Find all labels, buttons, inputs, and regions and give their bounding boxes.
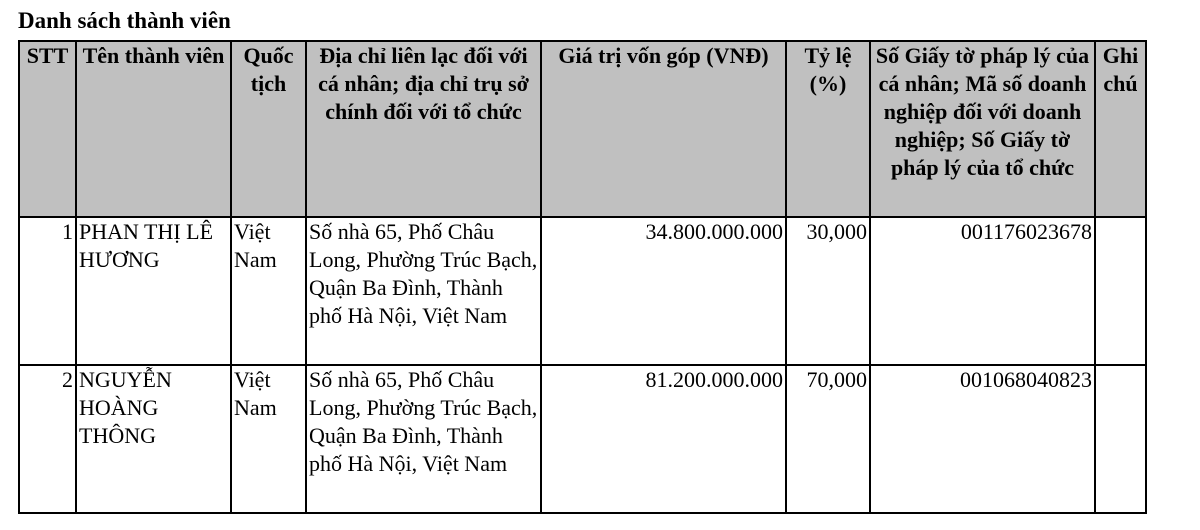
header-stt: STT — [19, 41, 76, 217]
table-row — [19, 365, 1146, 513]
table-row — [19, 217, 1146, 365]
cell-legal-id: 001176023678 — [870, 217, 1095, 365]
header-address: Địa chỉ liên lạc đối với cá nhân; địa chỉ trụ sở chính đối với tổ chức — [306, 41, 541, 217]
page-title: Danh sách thành viên — [18, 8, 231, 33]
cell-address: Số nhà 65, Phố Châu Long, Phường Trúc Bạch, Quận Ba Đình, Thành phố Hà Nội, Việt Nam — [306, 217, 541, 365]
header-nationality: Quốc tịch — [231, 41, 306, 217]
cell-note — [1095, 365, 1146, 513]
header-note: Ghi chú — [1095, 41, 1146, 217]
header-member-name: Tên thành viên — [76, 41, 231, 217]
cell-capital: 81.200.000.000 — [541, 365, 786, 513]
members-table — [18, 40, 1147, 514]
header-capital: Giá trị vốn góp (VNĐ) — [541, 41, 786, 217]
cell-legal-id: 001068040823 — [870, 365, 1095, 513]
cell-member-name: NGUYỄN HOÀNG THÔNG — [76, 365, 231, 513]
cell-member-name: PHAN THỊ LÊ HƯƠNG — [76, 217, 231, 365]
cell-ratio: 70,000 — [786, 365, 870, 513]
cell-capital: 34.800.000.000 — [541, 217, 786, 365]
table-header-row — [19, 41, 1146, 217]
header-legal-id: Số Giấy tờ pháp lý của cá nhân; Mã số doanh nghiệp đối với doanh nghiệp; Số Giấy tờ pháp lý của tổ chức — [870, 41, 1095, 217]
cell-nationality: Việt Nam — [231, 365, 306, 513]
cell-ratio: 30,000 — [786, 217, 870, 365]
cell-stt: 2 — [19, 365, 76, 513]
cell-stt: 1 — [19, 217, 76, 365]
header-ratio: Tỷ lệ (%) — [786, 41, 870, 217]
cell-nationality: Việt Nam — [231, 217, 306, 365]
cell-note — [1095, 217, 1146, 365]
cell-address: Số nhà 65, Phố Châu Long, Phường Trúc Bạch, Quận Ba Đình, Thành phố Hà Nội, Việt Nam — [306, 365, 541, 513]
